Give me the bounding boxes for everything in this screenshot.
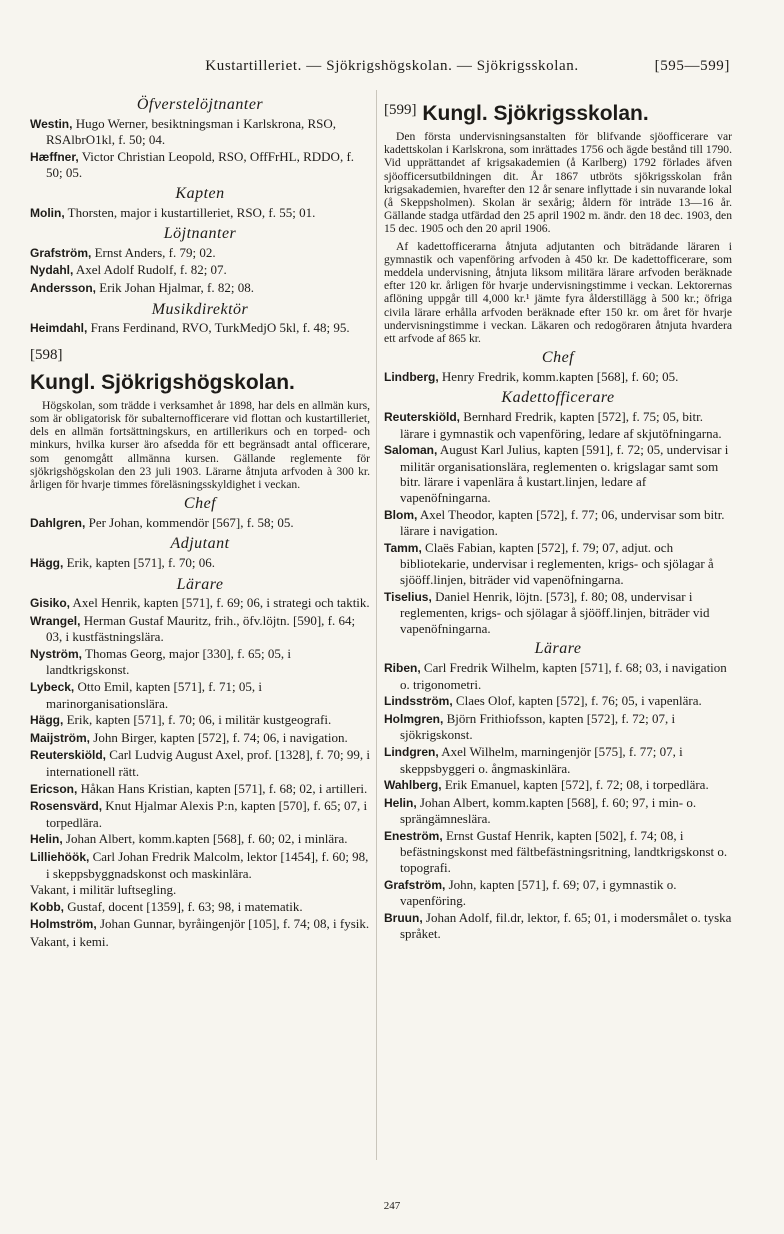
person-details: Axel Henrik, kapten [571], f. 69; 06, i strategi och taktik. [70,595,370,611]
person-details: Axel Adolf Rudolf, f. 82; 07. [73,262,227,278]
entry-list [384,409,732,636]
person-entry [384,589,732,637]
person-entry [30,116,370,148]
person-name: Tiselius, [384,589,432,604]
person-entry [384,409,732,441]
institution-name: Kungl. Sjökrigshögskolan. [30,370,295,394]
person-entry [30,555,370,572]
person-name: Westin, [30,116,73,131]
person-name: Nydahl, [30,263,74,278]
entry-list [30,116,370,181]
person-details: Knut Hjalmar Alexis P:n, kapten [570], f. 65; 07, i torpedlära. [46,798,368,830]
person-entry [30,747,370,779]
entry-list [30,205,370,222]
person-entry [30,280,370,297]
person-details: Otto Emil, kapten [571], f. 71; 05, i marinorganisationslära. [46,679,263,711]
person-details: Gustaf, docent [1359], f. 63; 98, i matematik. [64,898,303,914]
person-entry [384,369,732,386]
institution-title [30,343,370,395]
person-name: Hägg, [30,713,64,728]
person-name: Helin, [384,795,417,810]
page-number: 247 [383,1200,401,1212]
institution-name: Kungl. Sjökrigsskolan. [422,102,649,125]
entry-list [384,369,732,386]
person-details: Claes Olof, kapten [572], f. 76; 05, i vapenlära. [452,693,702,709]
person-details: Herman Gustaf Mauritz, frih., öfv.löjtn. [590], f. 64; 03, i kustfästningslära. [46,612,356,645]
person-details: Frans Ferdinand, RVO, TurkMedjO 5kl, f. 48; 95. [87,320,350,336]
person-details: Björn Frithiofsson, kapten [572], f. 72; 07, i sjökrigskonst. [400,710,676,743]
right-column [384,92,732,943]
person-details: Håkan Hans Kristian, kapten [571], f. 68; 02, i artilleri. [77,780,368,796]
person-details: Ernst Gustaf Henrik, kapten [502], f. 74; 08, i befästningskonst med fältbefästningsritning, landtkrigskonst o. topografi. [400,827,728,876]
entry-list [30,245,370,297]
person-details: Carl Fredrik Wilhelm, kapten [571], f. 68; 03, i navigation o. trigonometri. [400,659,727,692]
person-entry [30,679,370,711]
person-details: Henry Fredrik, komm.kapten [568], f. 60; 05. [438,368,679,384]
person-entry [384,540,732,588]
person-name: Saloman, [384,443,438,458]
person-name: Holmström, [30,917,97,932]
person-entry [30,245,370,262]
person-name: Dahlgren, [30,515,86,530]
person-name: Grafström, [30,245,92,260]
person-entry [30,730,370,747]
person-name: Kobb, [30,899,64,914]
entry-list [30,320,370,337]
person-entry [384,744,732,776]
person-name: Nyström, [30,646,83,661]
institution-number: [598] [30,346,63,363]
header-range: [595—599] [654,58,730,74]
institution-description: Den första undervisningsanstalten för blifvande sjöofficerare var kadettskolan i Karlskrona, som inrättades 1756 och ägde bestånd till 1790. Vid upprättandet af krigsakademien (å Karlberg) 1792 förlades äfven sjöofficersutbildningen dit. År 1867 utbröts sjökrigsskolan från krigsakademien, hvarefter den 12 år senare inflyttade i sin nuvarande lokal (å Skeppsholmen). Skolan är sexårig; åldern för inträde 13—16 år. Gällande stadga utfärdad den 25 april 1902 m. ändr. den 18 dec. 1903, den 15 dec. 1905 och den 20 april 1906. [384,130,732,236]
person-entry [30,916,370,933]
institution-description: Högskolan, som trädde i verksamhet år 1898, har dels en allmän kurs, som är obligatorisk för subalternofficerare vid flottan och kustartilleriet, dels en allmän fortsättningskurs, en artillerikurs och en torped- och minkurs, hvilka kurser äro afsedda för ett begränsadt antal officerare, som genomgått allmänna kursen. Gällande reglemente för sjökrigshögskolan den 23 juli 1903. Lärarne åtnjuta arfvoden à 300 kr. årligen för hvarje timmes föreläsningsskyldighet i veckan. [30,398,370,491]
person-details: Axel Theodor, kapten [572], f. 77; 06, undervisar som bitr. lärare i navigation. [400,506,725,539]
section-heading: Adjutant [170,535,230,553]
person-entry [30,613,370,645]
person-name: Tamm, [384,540,422,555]
person-details: Claës Fabian, kapten [572], f. 79; 07, adjut. och bibliotekarie, undervisar i reglementen, krigs- och sjölagar å sjööff.linjen, biträder vid vapenöfningarna. [400,539,714,587]
column-divider [376,90,377,1160]
person-name: Lindsström, [384,694,453,709]
person-name: Lindberg, [384,369,439,384]
person-name: Eneström, [384,828,443,843]
person-name: Ericson, [30,781,78,796]
person-name: Riben, [384,660,421,675]
person-entry [30,646,370,678]
section-heading: Kapten [175,184,225,202]
person-name: Grafström, [384,877,446,892]
person-entry [30,149,370,181]
vacancy-note: Vakant, i kemi. [30,933,109,949]
institution-number: [599] [384,102,417,118]
person-name: Bruun, [384,910,423,925]
person-name: Maijström, [30,730,91,745]
section-heading: Chef [541,349,575,367]
section-heading: Lärare [176,575,224,593]
person-details: John, kapten [571], f. 69; 07, i gymnastik o. vapenföring. [400,876,677,909]
person-details: August Karl Julius, kapten [591], f. 72; 05, undervisar i militär organisationslära, reglementen o. krigslagar samt som bitr. lärare i vapenlära å kustart.linjen, ledare af vapenöfningarna. [400,442,729,505]
person-entry [30,205,370,222]
person-name: Molin, [30,205,65,220]
person-details: Erik Emanuel, kapten [572], f. 72; 08, i torpedlära. [441,777,709,793]
running-header [0,58,784,75]
person-entry [384,442,732,505]
person-name: Lindgren, [384,744,439,759]
institution-description: Af kadettofficerarna åtnjuta adjutanten och biträdande läraren i gymnastik och vapenföring arfvoden à 450 kr. De kadettofficerare, som meddela undervisning, åtnjuta liksom militära lärare arfvoden beräknade efter 120 kr. årligen för hvarje undervisningstimme i veckan. Lektorernas aflöning uppgår till 4,000 kr.¹ jämte fyra ålderstillägg à 500 kr.; öfriga civila lärare erhålla arfvoden beräknade efter 150 kr. om året för hvarje undervisningstimme i veckan. Läkaren och redogöraren åtnjuta hvardera ett arfvode af 865 kr. [384,239,732,346]
person-entry [384,660,732,692]
person-name: Lybeck, [30,680,75,695]
institution-title [384,98,732,126]
person-details: Thorsten, major i kustartilleriet, RSO, f. 55; 01. [64,204,316,220]
person-details: Per Johan, kommendör [567], f. 58; 05. [85,514,294,530]
section-heading: Löjtnanter [163,225,237,243]
person-entry [30,515,370,532]
header-title: Kustartilleriet. — Sjökrigshögskolan. — Sjökrigsskolan. [205,58,579,74]
person-details: John Birger, kapten [572], f. 74; 06, i navigation. [90,729,348,745]
entry-list [384,660,732,942]
section-heading: Musikdirektör [151,300,249,318]
person-details: Erik, kapten [571], f. 70; 06, i militär kustgeografi. [63,712,332,728]
person-entry [30,262,370,279]
person-details: Hugo Werner, besiktningsman i Karlskrona, RSO, RSAlbrO1kl, f. 50; 04. [46,115,337,148]
person-details: Johan Albert, komm.kapten [568], f. 60; 97, i min- o. sprängämneslära. [400,794,697,827]
person-entry [384,910,732,942]
person-entry [30,595,370,612]
person-details: Daniel Henrik, löjtn. [573], f. 80; 08, undervisar i reglementen, krigs- och sjölagar å sjööff.linjen, biträder vid vapenöfningarna. [400,588,710,636]
person-name: Reuterskiöld, [30,748,107,763]
person-details: Johan Adolf, fil.dr, lektor, f. 65; 01, i modersmålet o. tyska språket. [400,909,732,942]
entry-list [30,515,370,532]
person-details: Thomas Georg, major [330], f. 65; 05, i landtkrigskonst. [46,645,291,678]
person-name: Hägg, [30,555,64,570]
person-entry [30,899,370,916]
person-name: Wrangel, [30,613,81,628]
person-name: Helin, [30,832,63,847]
person-entry [30,831,370,848]
person-details: Ernst Anders, f. 79; 02. [91,244,216,260]
person-name: Holmgren, [384,711,444,726]
person-name: Andersson, [30,280,97,295]
person-entry [30,320,370,337]
person-name: Wahlberg, [384,778,442,793]
person-details: Carl Johan Fredrik Malcolm, lektor [1454], f. 60; 98, i skeppsbyggnadskonst och maskinlära. [46,849,369,881]
person-entry [384,777,732,794]
person-name: Rosensvärd, [30,799,103,814]
person-entry [30,849,370,881]
person-details: Victor Christian Leopold, RSO, OffFrHL, RDDO, f. 50; 05. [46,148,355,181]
person-entry [384,507,732,539]
person-name: Lilliehöök, [30,850,90,865]
entry-list [30,595,370,881]
person-details: Erik Johan Hjalmar, f. 82; 08. [96,279,254,295]
left-column [30,92,370,951]
section-heading: Lärare [534,640,582,658]
person-entry [384,828,732,876]
person-details: Bernhard Fredrik, kapten [572], f. 75; 05, bitr. lärare i gymnastik och vapenföring, ledare af skjutöfningarna. [400,409,722,441]
person-details: Erik, kapten [571], f. 70; 06. [63,554,215,570]
person-details: Carl Ludvig August Axel, prof. [1328], f. 70; 99, i internationell rätt. [46,747,370,780]
person-entry [30,781,370,798]
person-entry [384,877,732,909]
person-name: Blom, [384,507,418,522]
person-details: Axel Wilhelm, marningenjör [575], f. 77; 07, i skeppsbyggeri o. ångmaskinlära. [400,743,683,776]
person-entry [30,798,370,830]
person-details: Johan Albert, komm.kapten [568], f. 60; 02, i minlära. [62,831,348,847]
person-name: Gisiko, [30,596,71,611]
person-name: Heimdahl, [30,321,88,336]
person-entry [30,712,370,729]
entry-list [30,899,370,933]
person-entry [384,693,732,710]
person-entry [384,795,732,827]
entry-list [30,555,370,572]
section-heading: Kadettofficerare [501,389,615,407]
person-name: Reuterskiöld, [384,410,461,425]
section-heading: Öfverstelöjtnanter [136,96,264,113]
person-name: Hæffner, [30,149,79,164]
person-entry [384,711,732,743]
person-details: Johan Gunnar, byråingenjör [105], f. 74; 08, i fysik. [96,916,370,932]
vacancy-note: Vakant, i militär luftsegling. [30,882,177,898]
section-heading: Chef [183,495,217,513]
